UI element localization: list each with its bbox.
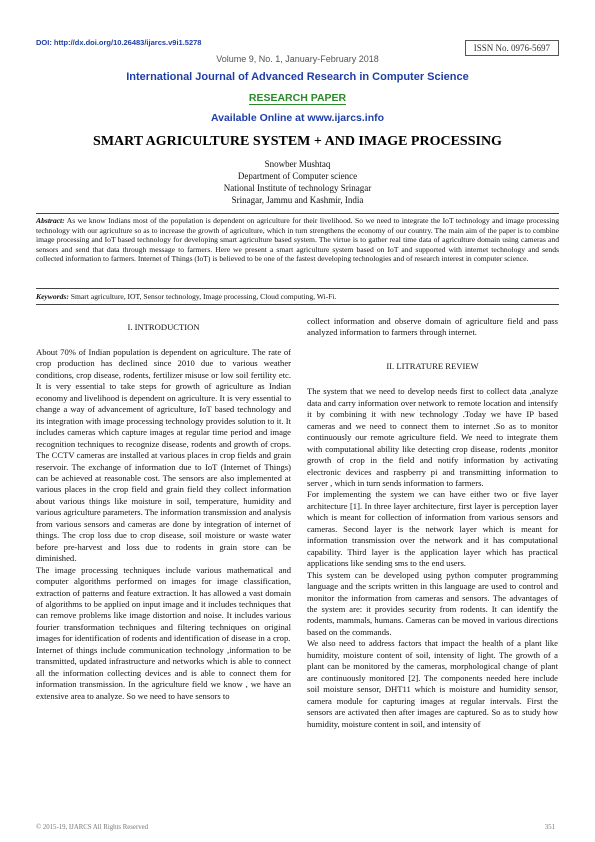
- section-heading-introduction: I. INTRODUCTION: [127, 322, 200, 332]
- abstract-bottom-rule: [36, 288, 559, 289]
- paper-type-label: RESEARCH PAPER: [248, 92, 347, 104]
- paper-type: [0, 92, 595, 104]
- footer-page-number: 351: [544, 824, 555, 831]
- abstract-label: Abstract:: [36, 216, 65, 225]
- author-block: [0, 158, 595, 206]
- lit-paragraph-1: The system that we need to develop needs first to collect data ,analyze data and carry information over network to remote location and intensify it by combining it with new technology .Today we have IP based cameras and we need to connect them to internet .So as to monitor continuously our remote agriculture field. We need to integrate them with computational ability like detecting crop disease, rodents ,monitor growth of crop in the field and notify information by activating electronic devices and raspberry pi and transmitting information to server , which in turn sends information to farmers.: [307, 386, 558, 488]
- online-link[interactable]: Available Online at www.ijarcs.info: [210, 112, 385, 124]
- intro-paragraph-continued: collect information and observe domain of agriculture field and pass analyzed information to farmers through internet.: [307, 316, 558, 338]
- abstract-text: As we know Indians most of the population is dependent on agriculture for their livelihood. So we need to integrate the IoT technology and image processing technology with our agriculture so as to increase the growth of agriculture, which in turn strengthens the economy of our country. The main aim of the paper is to combine image processing and IoT based technology for developing smart agriculture based system. The virtue is to gather real time data of agriculture domain using cameras and sensors and send that data through message to farmers. Here we present a smart agriculture system based on IoT and supported with internet technology and sends collected information to farmers. Internet of Things (IoT) is believed to be one of the fastest developing technologies and of research interest in computer science.: [36, 216, 559, 264]
- abstract-top-rule: [36, 213, 559, 214]
- lit-paragraph-3: This system can be developed using python computer programming language and the scripts written in this language are used to control and monitor the information from cameras and sensors. The advantages of the system are: it provides security from rodents. It can identify the rodents, mammals, humans. Cameras can be moved in various directions based on the commands.: [307, 569, 558, 637]
- intro-heading-wrap: [36, 322, 291, 332]
- keywords: [36, 292, 559, 301]
- lit-paragraph-2: For implementing the system we can have either two or five layer architecture [1]. In three layer architecture, first layer is perception layer which is meant for collection of information from various sensors and cameras. Second layer is the network layer which is meant for information transmission over the network and it has computational capability. Third layer is the application layer which has practical applications like sending sms to the end users.: [307, 489, 558, 569]
- footer-copyright: © 2015-19, IJARCS All Rights Reserved: [36, 824, 149, 831]
- intro-paragraph-3: Internet of things include communication technology ,information to be transmitted, updated infrastructure and networks which is able to connect all the information collecting devices and is able to connect them for information transmission. In the agriculture field we know , we have an extensive area to analyze. So we need to have sensors to: [36, 644, 291, 701]
- author-department: Department of Computer science: [237, 171, 358, 181]
- journal-name: International Journal of Advanced Research in Computer Science: [126, 71, 469, 83]
- author-institute: National Institute of technology Srinagar: [223, 183, 372, 193]
- lit-paragraph-4: We also need to address factors that impact the health of a plant like humidity, moisture content of soil, intensity of light. The growth of a plant can be monitored by the cameras, morphological change of plant are continuously monitored [2]. The components needed here include soil moisture sensor, DHT11 which is moisture and humidity sensor, camera module for capturing images at regular intervals. First the sensors are activated then after images are captured. So as to study how humidity, moisture content in soil, and intensity of: [307, 638, 558, 729]
- doi-link[interactable]: DOI: http://dx.doi.org/10.26483/ijarcs.v9i1.5278: [36, 38, 202, 47]
- intro-paragraph-1: About 70% of Indian population is dependent on agriculture. The rate of crop production has declined since 2010 due to various weather conditions, crop disease, rodents, fertilizer misuse or low soil fertility etc. It is very essential to take steps for growth of agriculture as Indian economy and livelihood is dependent on agriculture. It is very essential to change a way of advancement of agriculture, IoT based technology and its integration with image processing technology provides solution to it. It includes cameras which capture images at regular time period and image recognition techniques to recognize disease, rodents and growth of crops. The CCTV cameras are installed at various places in crop fields and grain reservoir. The exchange of information due to IoT (Internet of Things) can be achieved at reasonable cost. The sensors are also implemented at various places in the crop field and grain field they collect information about various things like moisture in soil, temperature, humidity and various agriculture parameters. The information transmission and analysis from various sensors and cameras are done by integration of internet of things. The crop loss due to crop disease, soil moisture or waste water before pre-harvest and loss due to rodents in grain store can be diminished.: [36, 347, 291, 564]
- left-column: [36, 347, 291, 702]
- volume-info: Volume 9, No. 1, January-February 2018: [216, 54, 379, 64]
- keywords-label: Keywords:: [36, 292, 69, 301]
- keywords-text: Smart agriculture, IOT, Sensor technology, Image processing, Cloud computing, Wi-Fi.: [68, 292, 337, 301]
- author-location: Srinagar, Jammu and Kashmir, India: [231, 195, 364, 205]
- keywords-rule: [36, 304, 559, 305]
- intro-paragraph-2: The image processing techniques include various mathematical and computer algorithms performed on images for image classification, extraction of patterns and feature extraction. It has allowed a vast domain of algorithms to be applied on input image and it includes techniques that can remove problems like image distortion and noise. It includes various fourier transformation techniques and filtering techniques on original images for identification of rodents and identification of disease in a crop.: [36, 564, 291, 644]
- abstract: [36, 216, 559, 264]
- section-heading-literature-review: II. LITRATURE REVIEW: [386, 360, 479, 371]
- issn-box: ISSN No. 0976-5697: [465, 40, 559, 56]
- right-column: [307, 316, 558, 730]
- author-name: Snowber Mushtaq: [264, 159, 331, 169]
- paper-title: SMART AGRICULTURE SYSTEM + AND IMAGE PROCESSING: [93, 134, 502, 149]
